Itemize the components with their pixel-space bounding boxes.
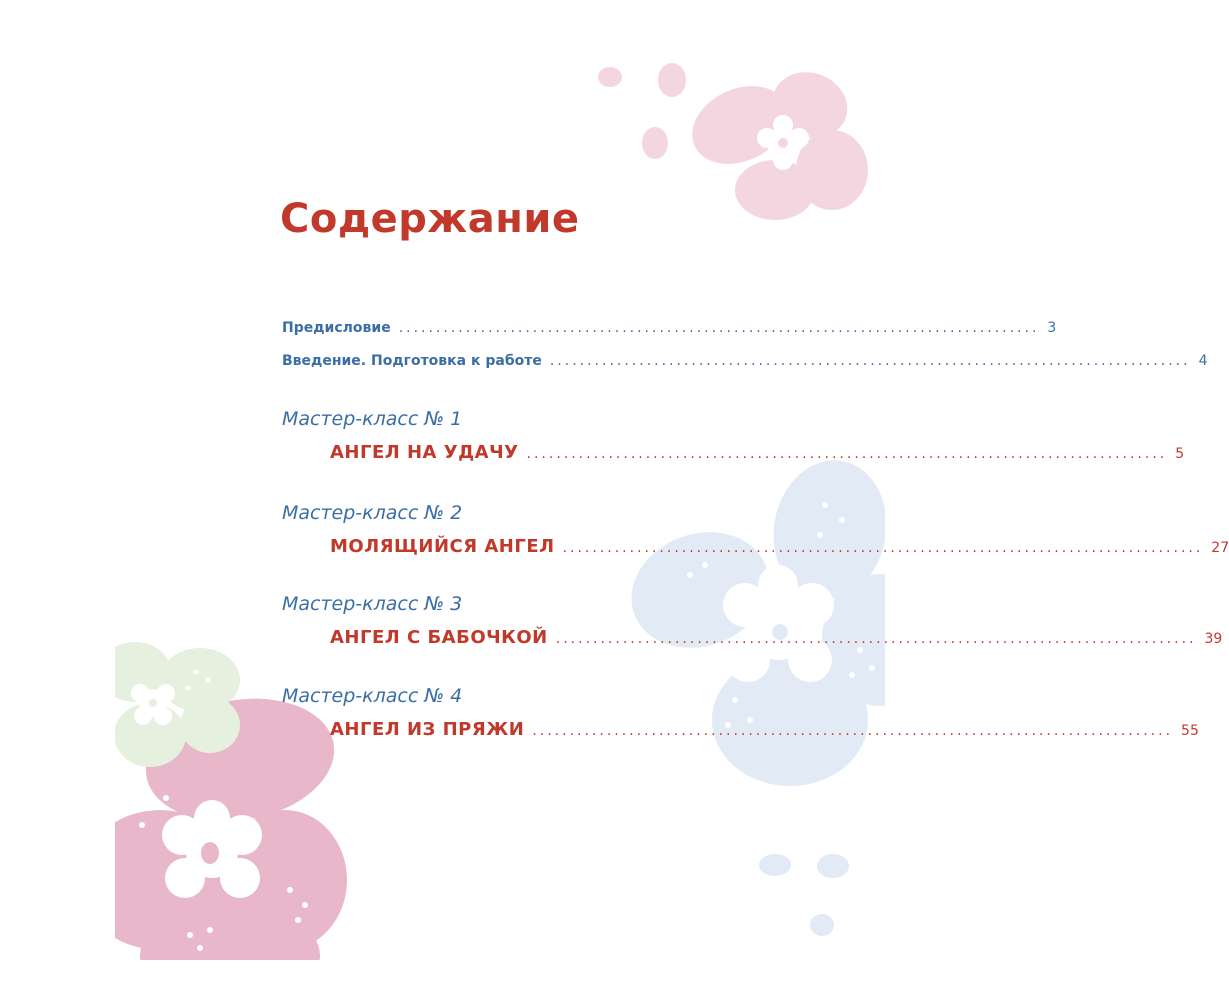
master-class-label: Мастер-класс № 4: [282, 685, 463, 707]
toc-page-number: 39: [1204, 631, 1223, 647]
toc-chapter-title: АНГЕЛ НА УДАЧУ: [330, 442, 519, 463]
toc-dot-leader: ......................................................................................: [526, 446, 1168, 462]
toc-chapter-title: АНГЕЛ ИЗ ПРЯЖИ: [330, 719, 525, 740]
toc-entry-chapter-2[interactable]: [330, 536, 1229, 557]
toc-entry-chapter-1[interactable]: [330, 442, 1185, 463]
master-class-label: Мастер-класс № 1: [282, 408, 463, 430]
toc-dot-leader: ......................................................................................: [555, 631, 1197, 647]
toc-dot-leader: ......................................................................................: [532, 723, 1174, 739]
toc-dot-leader: ......................................................................................: [549, 353, 1191, 369]
toc-chapter-title: МОЛЯЩИЙСЯ АНГЕЛ: [330, 536, 555, 557]
toc-entry-label: Введение. Подготовка к работе: [282, 353, 542, 369]
toc-entry-chapter-4[interactable]: [330, 719, 1199, 740]
flower-icon: [615, 451, 938, 936]
flower-icon: [598, 62, 868, 220]
toc-page-number: 4: [1198, 353, 1208, 369]
toc-page-number: 3: [1047, 320, 1057, 336]
toc-page-number: 27: [1211, 540, 1229, 556]
toc-entry-preface[interactable]: [282, 320, 1057, 336]
toc-entry-introduction[interactable]: [282, 353, 1208, 369]
flower-icon: [99, 642, 240, 767]
toc-chapter-title: АНГЕЛ С БАБОЧКОЙ: [330, 627, 548, 648]
page-title: Содержание: [280, 196, 580, 242]
toc-page-number: 5: [1175, 446, 1185, 462]
toc-entry-label: Предисловие: [282, 320, 391, 336]
toc-page-number: 55: [1181, 723, 1199, 739]
master-class-label: Мастер-класс № 3: [282, 593, 463, 615]
toc-dot-leader: ......................................................................................: [398, 320, 1040, 336]
toc-dot-leader: ......................................................................................: [562, 540, 1204, 556]
master-class-label: Мастер-класс № 2: [282, 502, 463, 524]
toc-entry-chapter-3[interactable]: [330, 627, 1223, 648]
